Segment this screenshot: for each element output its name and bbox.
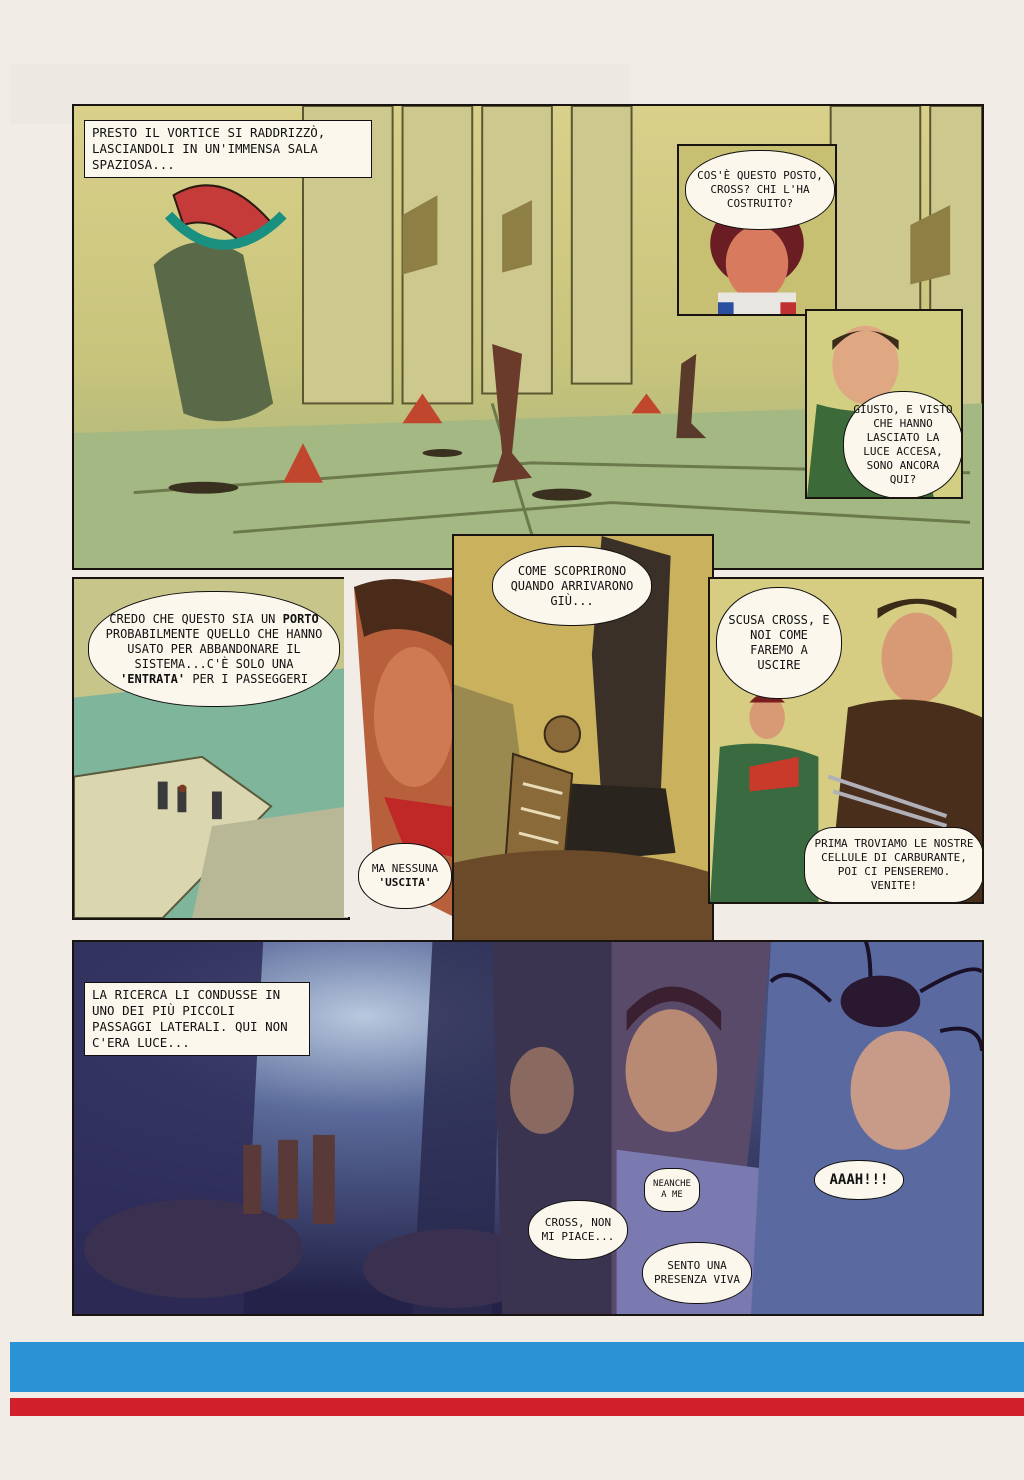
bubble-porto-text-1: CREDO CHE QUESTO SIA UN <box>109 611 283 626</box>
inset-girl <box>677 144 837 316</box>
bubble-uscita-bold: 'USCITA' <box>378 876 432 889</box>
bubble-girl-question: COS'È QUESTO POSTO, CROSS? CHI L'HA COSTRUITO? <box>685 150 835 230</box>
bubble-neanche: NEANCHE A ME <box>644 1168 700 1212</box>
bubble-non-mi-piace: CROSS, NON MI PIACE... <box>528 1200 628 1260</box>
bubble-porto <box>88 591 340 707</box>
panel-porto <box>72 577 350 920</box>
inset-man <box>805 309 963 499</box>
panel-skeleton <box>452 534 714 948</box>
caption-hall: PRESTO IL VORTICE SI RADDRIZZÒ, LASCIANDOLI IN UN'IMMENSA SALA SPAZIOSA... <box>84 120 372 178</box>
bubble-porto-bold-entrata: 'ENTRATA' <box>120 671 186 686</box>
bubble-skeleton: COME SCOPRIRONO QUANDO ARRIVARONO GIÙ... <box>492 546 652 626</box>
bubble-porto-text-3: PER I PASSEGGERI <box>185 671 308 686</box>
bubble-presenza: SENTO UNA PRESENZA VIVA <box>642 1242 752 1304</box>
red-stripe <box>10 1398 1024 1416</box>
panel-face <box>344 577 454 917</box>
panel-cross <box>708 577 984 904</box>
bubble-prima: PRIMA TROVIAMO LE NOSTRE CELLULE DI CARBURANTE, POI CI PENSEREMO. VENITE! <box>804 827 984 903</box>
bubble-man-answer: GIUSTO, E VISTO CHE HANNO LASCIATO LA LUCE ACCESA, SONO ANCORA QUI? <box>843 391 963 499</box>
bubble-uscita <box>358 843 452 909</box>
bubble-uscita-text: MA NESSUNA <box>371 862 439 875</box>
panel-tunnel <box>72 940 984 1316</box>
panel-hall <box>72 104 984 570</box>
bubble-porto-bold-porto: PORTO <box>282 611 319 626</box>
bubble-porto-text-2: PROBABILMENTE QUELLO CHE HANNO USATO PER ABBANDONARE IL SISTEMA...C'È SOLO UNA <box>105 626 323 671</box>
bubble-scusa: SCUSA CROSS, E NOI COME FAREMO A USCIRE <box>716 587 842 699</box>
blue-stripe <box>10 1342 1024 1392</box>
bubble-scream: AAAH!!! <box>814 1160 904 1200</box>
caption-tunnel: LA RICERCA LI CONDUSSE IN UNO DEI PIÙ PICCOLI PASSAGGI LATERALI. QUI NON C'ERA LUCE... <box>84 982 310 1056</box>
